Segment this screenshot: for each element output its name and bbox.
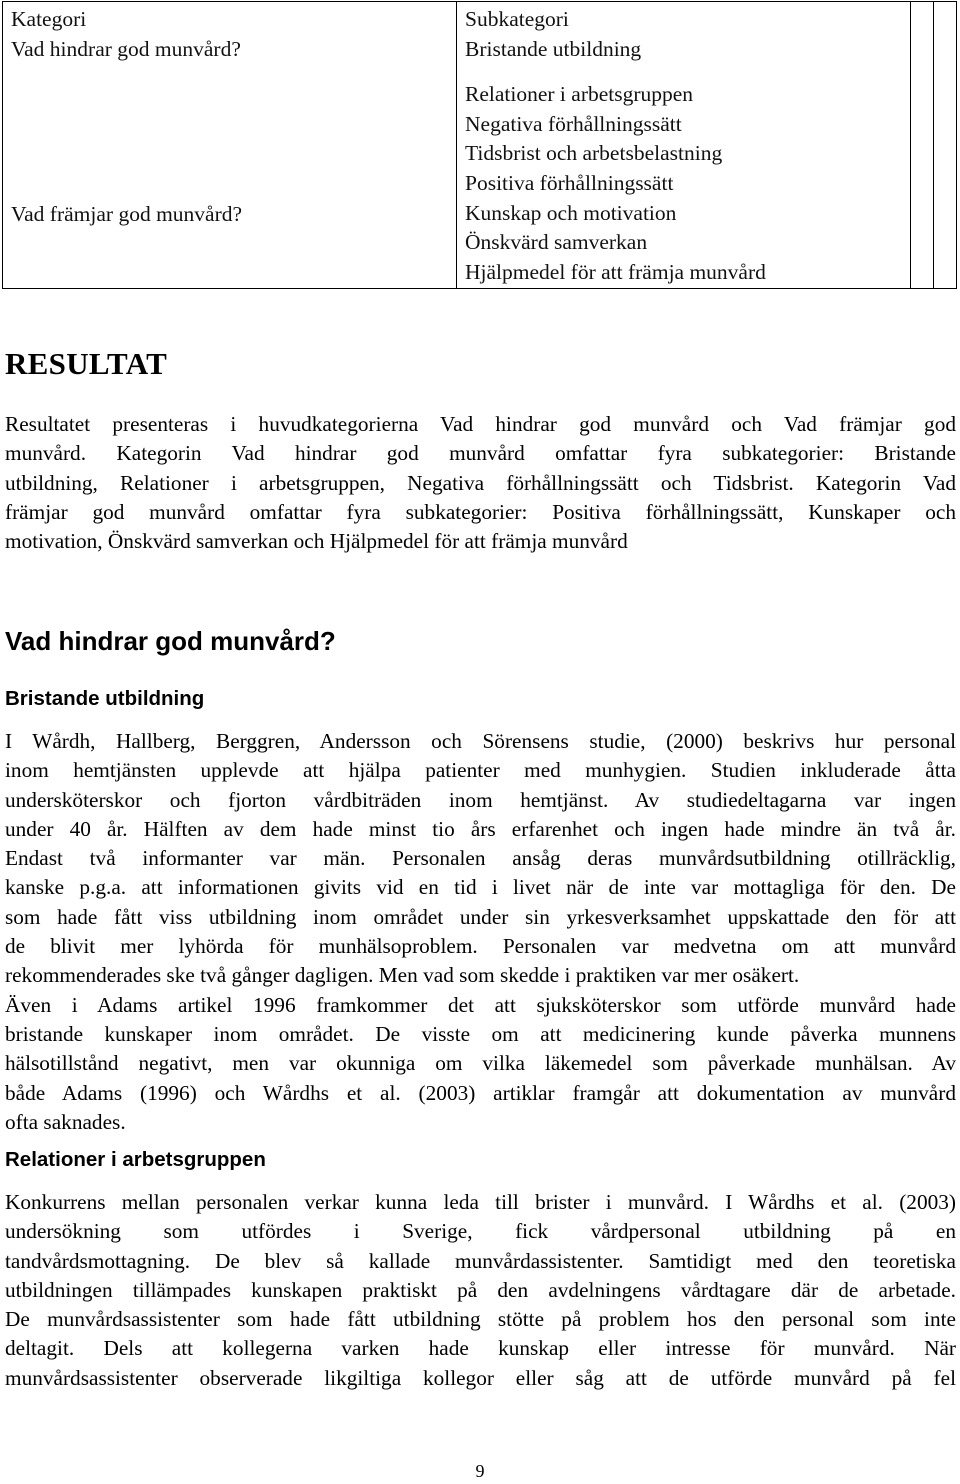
sub-item: Bristande utbildning xyxy=(465,36,642,61)
sub-item: Relationer i arbetsgruppen xyxy=(465,82,694,107)
text-line: munvård. Kategorin Vad hindrar god munvård omfattar fyra subkategorier: Bristande xyxy=(5,441,956,466)
text-line: De munvårdsassistenter som hade fått utbildning stötte på problem hos den personal som inte xyxy=(5,1307,956,1332)
text-line: inom hemtjänsten upplevde att hjälpa patienter med munhygien. Studien inkluderade åtta xyxy=(5,758,956,783)
result-heading: RESULTAT xyxy=(5,346,168,381)
empty-cell xyxy=(911,2,934,289)
kategori-framjar: Vad främjar god munvård? xyxy=(11,202,243,227)
text-line: de blivit mer lyhörda för munhälsoproblem. Personalen var medvetna om att munvård xyxy=(5,934,956,959)
text-line: I Wårdh, Hallberg, Berggren, Andersson och Sörensens studie, (2000) beskrivs hur personal xyxy=(5,729,956,753)
sub-item: Kunskap och motivation xyxy=(465,200,677,225)
table-row xyxy=(3,2,957,289)
text-line: utbildningen tillämpades kunskapen praktiskt på den avdelningens vårdtagare där de arbetade. xyxy=(5,1277,956,1302)
text-line: Konkurrens mellan personalen verkar kunna leda till brister i munvård. I Wårdhs et al. (2003) xyxy=(5,1190,956,1214)
sub-item: Önskvärd samverkan xyxy=(465,230,648,255)
section-heading: Vad hindrar god munvård? xyxy=(5,626,336,656)
empty-cell xyxy=(934,2,957,289)
text-line: undersökning som utfördes i Sverige, fick vårdpersonal utbildning på en xyxy=(5,1219,956,1244)
category-table xyxy=(2,1,957,289)
sub-item: Positiva förhållningssätt xyxy=(465,170,674,195)
text-line: hälsotillstånd negativt, men var okunniga om vilka läkemedel som påverkade munhälsan. Av xyxy=(5,1051,956,1076)
text-line: Endast två informanter var män. Personalen ansåg deras munvårdsutbildning otillräcklig, xyxy=(5,846,956,871)
page-number: 9 xyxy=(475,1461,485,1481)
text-line: deltagit. Dels att kollegerna varken hade kunskap eller intresse för munvård. När xyxy=(5,1336,956,1361)
text-line: som hade fått viss utbildning inom området under sin yrkesverksamhet uppskattade den för att xyxy=(5,904,956,929)
result-paragraph xyxy=(5,410,956,556)
subsection-heading-relationer: Relationer i arbetsgruppen xyxy=(5,1148,266,1171)
sub-item: Negativa förhållningssätt xyxy=(465,111,682,136)
text-line: främjar god munvård omfattar fyra subkategorier: Positiva förhållningssätt, Kunskaper och xyxy=(5,499,956,524)
text-line: undersköterskor och fjorton vårdbiträden inom hemtjänst. Av studiedeltagarna var ingen xyxy=(5,787,956,812)
text-line: Resultatet presenteras i huvudkategorierna Vad hindrar god munvård och Vad främjar god xyxy=(5,412,956,436)
relationer-paragraph xyxy=(5,1188,956,1393)
text-line: utbildning, Relationer i arbetsgruppen, Negativa förhållningssätt och Tidsbrist. Kategorin Vad xyxy=(5,470,956,495)
subkategori-cell xyxy=(457,2,911,289)
subkategori-header: Subkategori xyxy=(465,7,569,31)
text-line: munvårdsassistenter observerade likgiltiga kollegor eller såg att de utförde munvård på fel xyxy=(5,1365,956,1390)
text-line: under 40 år. Hälften av dem hade minst tio års erfarenhet och ingen hade mindre än två år. xyxy=(5,816,956,841)
sub-item: Tidsbrist och arbetsbelastning xyxy=(465,141,723,166)
sub-item: Hjälpmedel för att främja munvård xyxy=(465,259,766,284)
text-line: motivation, Önskvärd samverkan och Hjälpmedel för att främja munvård xyxy=(5,529,628,554)
kategori-hindrar: Vad hindrar god munvård? xyxy=(11,36,241,61)
kategori-header: Kategori xyxy=(11,7,87,31)
kategori-cell xyxy=(3,2,457,289)
text-line: rekommenderades ske två gånger dagligen. Men vad som skedde i praktiken var mer osäkert. xyxy=(5,963,800,988)
text-line: tandvårdsmottagning. De blev så kallade munvårdassistenter. Samtidigt med den teoretiska xyxy=(5,1248,956,1273)
subsection-heading-bristande: Bristande utbildning xyxy=(5,687,205,710)
text-line: ofta saknades. xyxy=(5,1109,126,1134)
text-line: kanske p.g.a. att informationen givits vid en tid i livet när de inte var mottagliga för den. De xyxy=(5,875,956,900)
text-line: både Adams (1996) och Wårdhs et al. (2003) artiklar framgår att dokumentation av munvård xyxy=(5,1080,956,1105)
bristande-paragraph xyxy=(5,727,956,1137)
text-line: bristande kunskaper inom området. De visste om att medicinering kunde påverka munnens xyxy=(5,1021,956,1046)
text-line: Även i Adams artikel 1996 framkommer det att sjuksköterskor som utförde munvård hade xyxy=(5,992,956,1017)
